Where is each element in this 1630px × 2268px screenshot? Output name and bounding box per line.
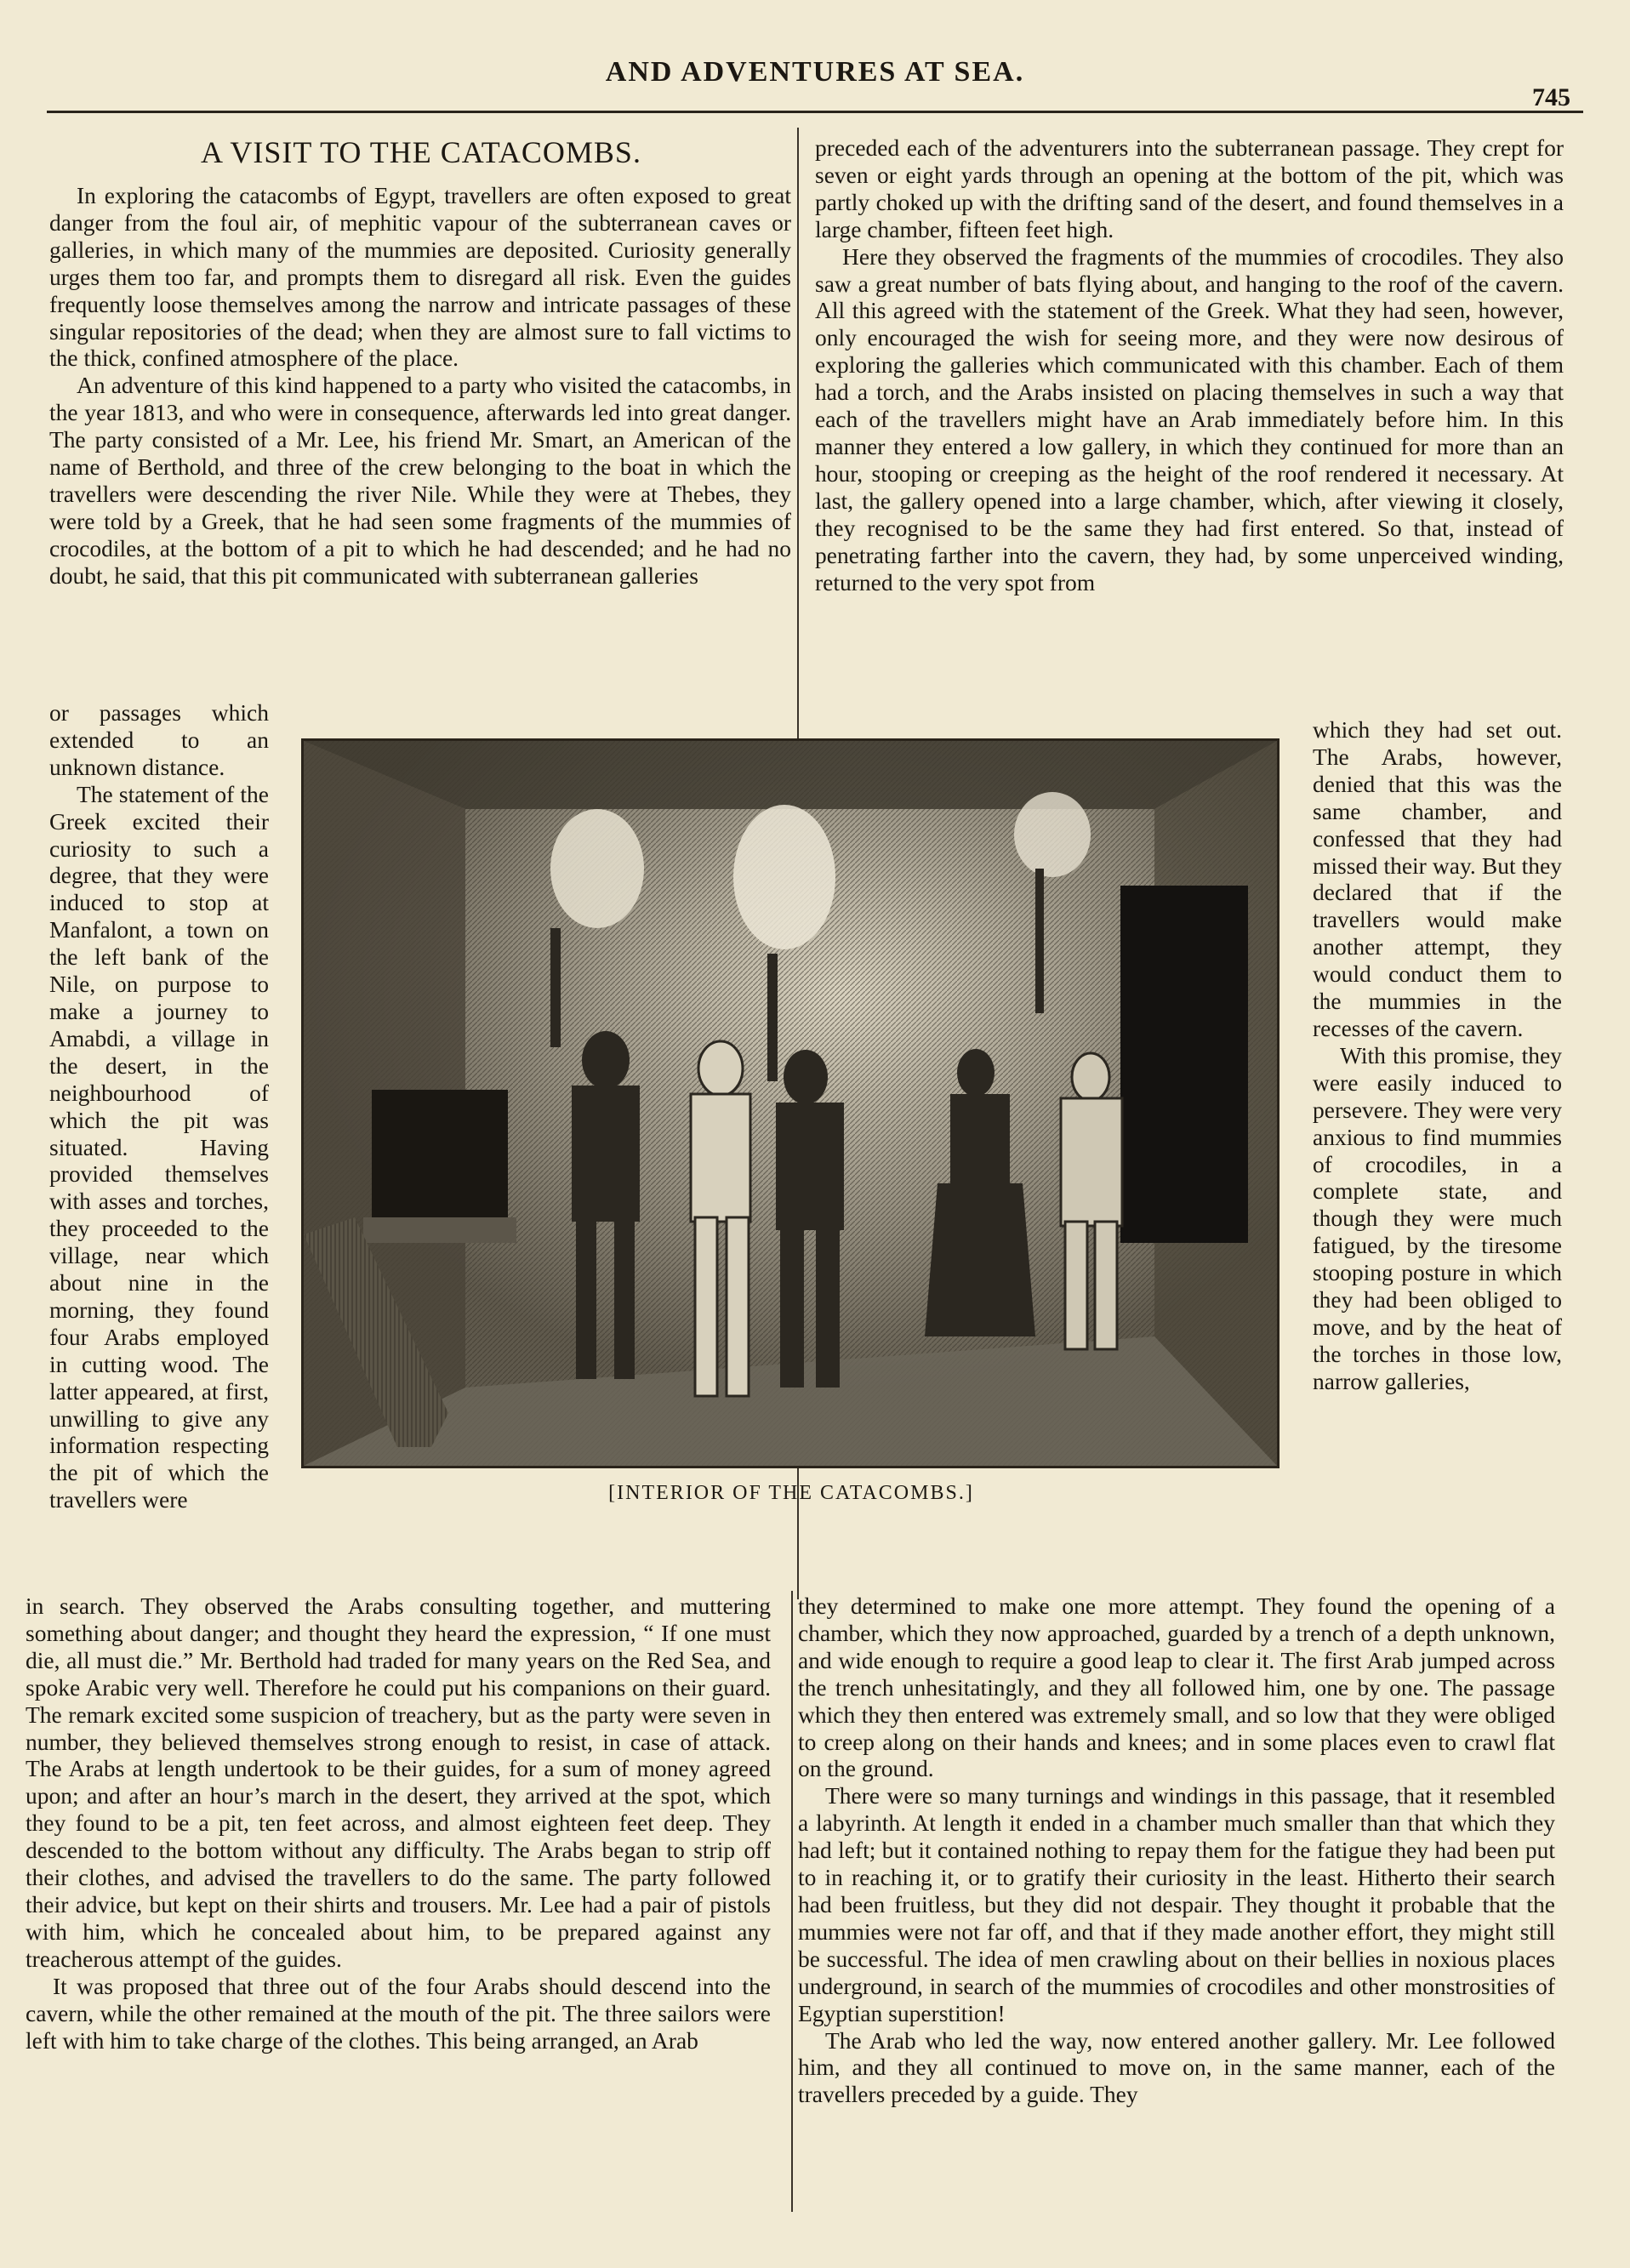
paragraph: The Arab who led the way, now entered another gallery. Mr. Lee followed him, and they all continued to move on, in the same manner, each of the travellers preceded by a guide. They	[798, 2026, 1555, 2108]
paragraph: in search. They observed the Arabs consulting together, and muttering something about danger; and thought they heard the expression, “ If one must die, all must die.” Mr. Berthold had traded for many years on the Red Sea, and spoke Arabic very well. Therefore he could put his companions on their guard. The remark excited some suspicion of treachery, but as the party were seven in number, they believed themselves strong enough to resist, in case of attack. The Arabs at length undertook to be their guides, for a sum of money agreed upon; and after an hour’s march in the desert, they arrived at the spot, which they found to be a pit, ten feet across, and almost eighteen feet deep. They descended to the bottom without any difficulty. The Arabs began to strip off their clothes, and advised the travellers to do the same. The party followed their advice, but kept on their shirts and trousers. Mr. Lee had a pair of pistols with him, which he concealed about him, to be prepared against any treacherous attempt of the guides.	[26, 1593, 771, 1972]
column-2-upper-text	[815, 134, 1564, 595]
paragraph: An adventure of this kind happened to a party who visited the catacombs, in the year 1813, and who were in consequence, afterwards led into great danger. The party consisted of a Mr. Lee, his friend Mr. Smart, an American of the name of Berthold, and three of the crew belonging to the boat in which the travellers were descending the river Nile. While they were at Thebes, they were told by a Greek, that he had seen some fragments of the mummies of crocodiles, at the bottom of a pit to which he had descended; and he had no doubt, he said, that this pit communicated with subterranean galleries	[49, 372, 791, 589]
column-1-lower-text	[26, 1593, 771, 2054]
article-title: A VISIT TO THE CATACOMBS.	[201, 135, 641, 169]
page-number: 745	[1532, 83, 1570, 111]
catacomb-engraving	[301, 738, 1279, 1468]
column-1-wrap-text	[49, 699, 269, 1513]
column-2-lower-text	[798, 1593, 1555, 2108]
paragraph: or passages which extended to an unknown distance.	[49, 699, 269, 780]
header-rule	[47, 111, 1583, 113]
paragraph: Here they observed the fragments of the mummies of crocodiles. They also saw a great number of bats flying about, and hanging to the roof of the cavern. All this agreed with the statement of the Greek. What they had seen, however, only encouraged the wish for seeing more, and they were now desirous of exploring the galleries which communicated with this chamber. Each of them had a torch, and the Arabs insisted on placing themselves in such a way that each of the travellers might have an Arab immediately before him. In this manner they entered a low gallery, in which they continued for more than an hour, stooping or creeping as the height of the roof rendered it necessary. At last, the gallery opened into a large chamber, which, after viewing it closely, they recognised to be the same they had first entered. So that, instead of penetrating farther into the cavern, they had, by some unperceived winding, returned to the very spot from	[815, 242, 1564, 595]
caption-text: [INTERIOR OF THE CATACOMBS.]	[608, 1482, 974, 1504]
column-2-wrap-text	[1313, 716, 1562, 1395]
paragraph: preceded each of the adventurers into the subterranean passage. They crept for seven or eight yards through an opening at the bottom of the pit, which was partly choked up with the drifting sand of the desert, and found themselves in a large chamber, fifteen feet high.	[815, 134, 1564, 242]
paragraph: The statement of the Greek excited their curiosity to such a degree, that they were induced to stop at Manfalont, a town on the left bank of the Nile, on purpose to make a journey to Amabdi, a village in the desert, in the neighbourhood of which the pit was situated. Having provided themselves with asses and torches, they proceeded to the village, near which about nine in the morning, they found four Arabs employed in cutting wood. The latter appeared, at first, unwilling to give any information respecting the pit of which the travellers were	[49, 780, 269, 1513]
paragraph: There were so many turnings and windings in this passage, that it resembled a labyrinth. At length it ended in a chamber much smaller than that which they had left; but it contained nothing to repay them for the fatigue they had been put to in reaching it, or to gratify their curiosity in the least. Hitherto their search had been fruitless, but they did not despair. They thought it probable that the mummies were not far off, and that if they made another effort, they might still be successful. The idea of men crawling about on their bellies in noxious places underground, in search of the mummies of crocodiles and other monstrosities of Egyptian superstition!	[798, 1782, 1555, 2026]
paragraph: they determined to make one more attempt. They found the opening of a chamber, which they now approached, guarded by a trench of a depth unknown, and wide enough to require a good leap to clear it. The first Arab jumped across the trench unhesitatingly, and they all followed him, one by one. The passage which they then entered was extremely small, and so low that they were obliged to creep along on their hands and knees; and in some places even to crawl flat on the ground.	[798, 1593, 1555, 1782]
paragraph: In exploring the catacombs of Egypt, travellers are often exposed to great danger from the foul air, of mephitic vapour of the subterranean caves or galleries, in which many of the mummies are deposited. Curiosity generally urges them too far, and prompts them to disregard all risk. Even the guides frequently loose themselves among the narrow and intricate passages of these singular repositories of the dead; when they are almost sure to fall victims to the thick, confined atmosphere of the place.	[49, 182, 791, 372]
column-rule-lower	[791, 1591, 793, 2212]
paragraph: which they had set out. The Arabs, however, denied that this was the same chamber, and confessed that they had missed their way. But they declared that if the travellers would make another attempt, they would conduct them to the mummies in the recesses of the cavern.	[1313, 716, 1562, 1041]
running-head: AND ADVENTURES AT SEA.	[605, 56, 1025, 88]
illustration-caption	[587, 1482, 995, 1505]
paragraph: It was proposed that three out of the four Arabs should descend into the cavern, while the other remained at the mouth of the pit. The three sailors were left with him to take charge of the clothes. This being arranged, an Arab	[26, 1972, 771, 2054]
column-1-upper-text	[49, 182, 791, 590]
paragraph: With this promise, they were easily induced to persevere. They were very anxious to find mummies of crocodiles, in a complete state, and though they were much fatigued, by the tiresome stooping posture in which they had been obliged to move, and by the heat of the torches in those low, narrow galleries,	[1313, 1041, 1562, 1394]
engraving-illustration	[304, 741, 1277, 1466]
